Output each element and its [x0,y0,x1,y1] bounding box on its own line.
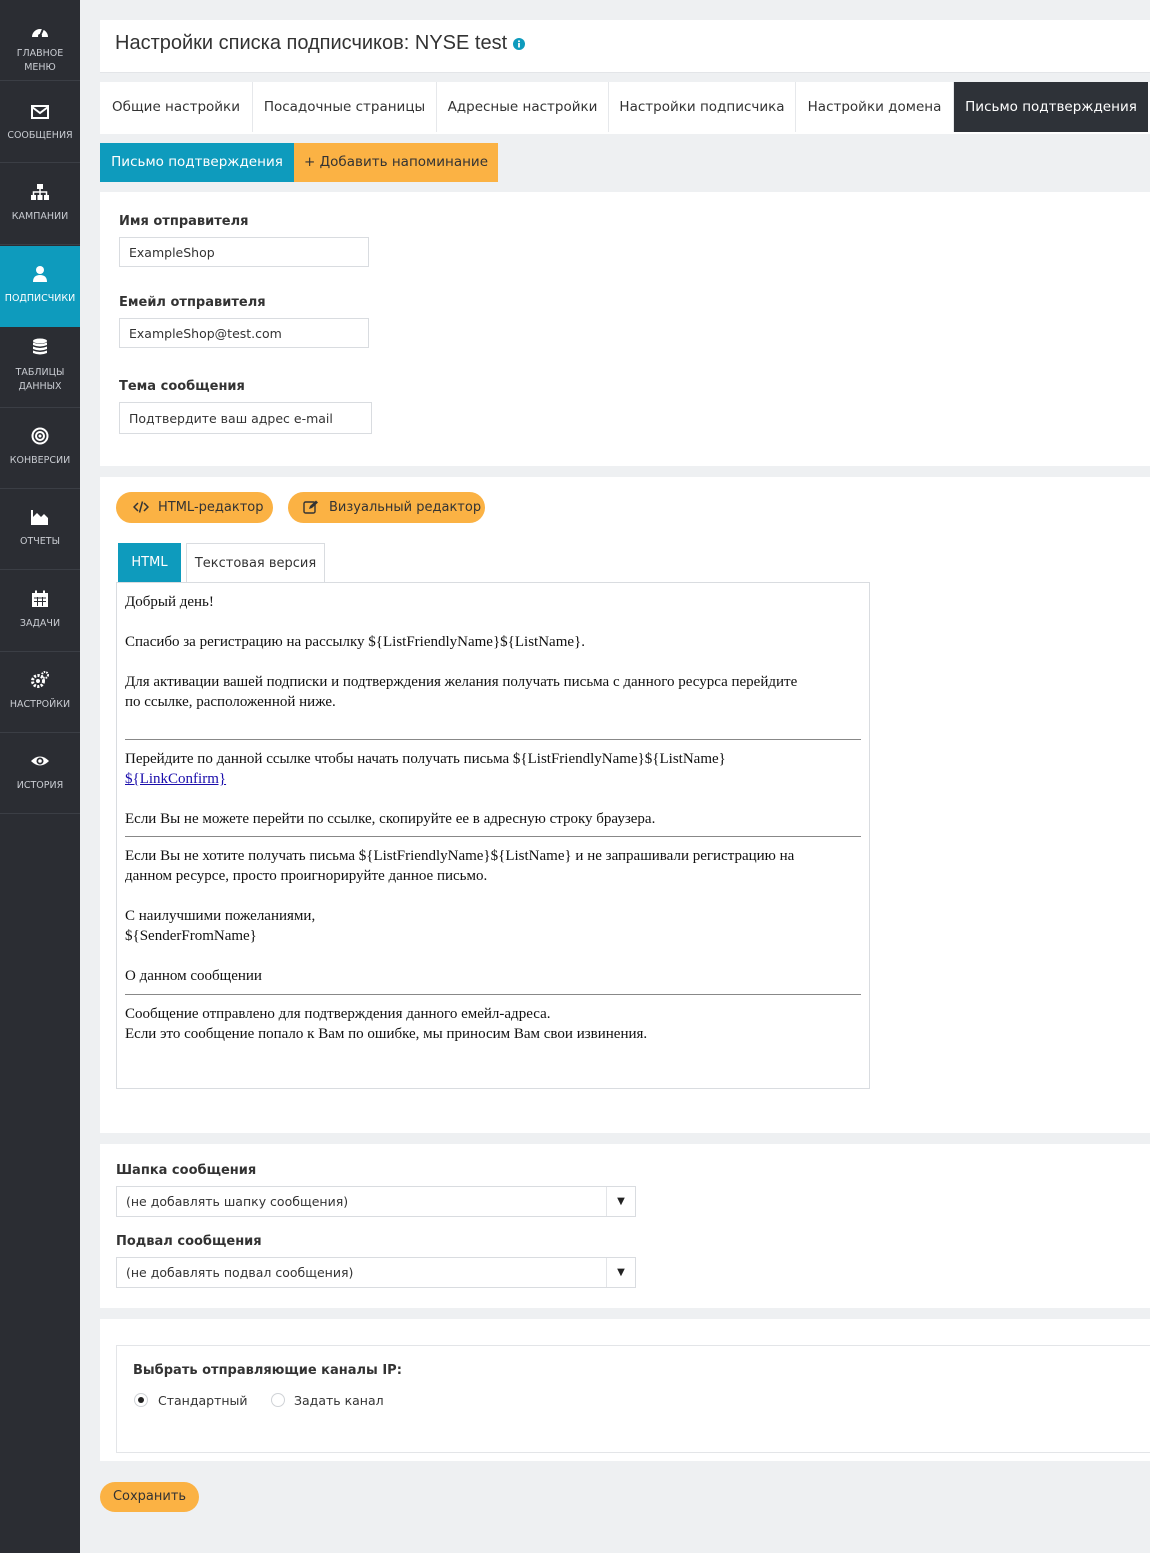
radio-standard[interactable] [134,1393,148,1407]
confirm-link[interactable]: ${LinkConfirm} [125,771,227,787]
divider [125,836,861,837]
main-content [80,0,1150,1553]
subject-input[interactable]: Подтвердите ваш адрес e-mail [119,402,372,434]
sidebar-item-conversions[interactable] [0,408,80,489]
sender-name-label: Имя отправителя [119,214,249,229]
editor-text: О данном сообщении [125,968,262,984]
tab-bar [100,82,1150,134]
eye-icon [30,751,50,771]
tab-text-version[interactable]: Текстовая версия [186,543,325,582]
info-icon[interactable] [513,38,525,50]
save-button[interactable]: Сохранить [100,1482,199,1512]
sidebar [0,0,80,1553]
sidebar-item-label: КАМПАНИИ [11,211,69,222]
editor-text: Если Вы не можете перейти по ссылке, скопируйте ее в адресную строку браузера. [125,811,656,827]
editor-text: С наилучшими пожеланиями, [125,908,316,924]
email-body-editor[interactable] [116,582,870,1089]
message-footer-select[interactable] [116,1257,636,1288]
sidebar-item-label: ИСТОРИЯ [16,780,64,791]
sidebar-item-label: ЗАДАЧИ [19,618,61,629]
calendar-icon [30,589,50,609]
sender-name-input[interactable]: ExampleShop [119,237,369,267]
subtab-confirmation-letter[interactable]: Письмо подтверждения [100,143,294,182]
radio-standard-label[interactable]: Стандартный [158,1393,248,1408]
ip-channels-label: Выбрать отправляющие каналы IP: [133,1363,402,1378]
edit-icon [303,500,319,514]
sitemap-icon [30,182,50,202]
editor-text: ${SenderFromName} [125,928,257,944]
header-footer-panel [100,1144,1150,1308]
chevron-down-icon: ▼ [606,1187,635,1216]
editor-panel [100,477,1150,1133]
envelope-icon [30,102,50,122]
tab-subscriber-settings[interactable]: Настройки подписчика [609,82,796,132]
message-footer-label: Подвал сообщения [116,1234,262,1249]
divider [125,994,861,995]
sidebar-item-subscribers[interactable] [0,246,80,327]
sidebar-item-reports[interactable] [0,489,80,570]
add-reminder-button[interactable]: + Добавить напоминание [294,143,498,182]
sidebar-item-label: ДАННЫХ [18,381,62,392]
message-footer-value: (не добавлять подвал сообщения) [126,1265,354,1280]
page-title-text: Настройки списка подписчиков: NYSE test [115,32,508,54]
tab-landing-pages[interactable]: Посадочные страницы [253,82,437,132]
editor-text: Добрый день! [125,594,214,610]
sender-form [100,192,1150,466]
tab-general-settings[interactable]: Общие настройки [100,82,253,132]
sidebar-item-tasks[interactable] [0,571,80,652]
visual-editor-label: Визуальный редактор [329,500,482,515]
title-panel [100,20,1150,73]
target-icon [30,426,50,446]
user-icon [30,264,50,284]
tab-html[interactable]: HTML [118,543,181,582]
chevron-down-icon: ▼ [606,1258,635,1287]
divider [125,739,861,740]
message-header-select[interactable] [116,1186,636,1217]
editor-text: Для активации вашей подписки и подтверждения желания получать письма с данного ресурса перейдите [125,674,798,690]
sidebar-item-label: ТАБЛИЦЫ [15,367,65,378]
editor-text: Перейдите по данной ссылке чтобы начать получать письма ${ListFriendlyName}${ListName} [125,751,726,767]
visual-editor-button[interactable] [288,492,485,523]
tab-confirmation-letter[interactable]: Письмо подтверждения [954,82,1148,132]
area-chart-icon [30,507,50,527]
editor-text: Спасибо за регистрацию на рассылку ${ListFriendlyName}${ListName}. [125,634,585,650]
radio-custom-channel-label[interactable]: Задать канал [294,1393,384,1408]
gears-icon [30,670,50,690]
sidebar-item-label: ПОДПИСЧИКИ [4,293,76,304]
tab-domain-settings[interactable]: Настройки домена [796,82,954,132]
sender-email-label: Емейл отправителя [119,295,266,310]
editor-text: Если Вы не хотите получать письма ${ListFriendlyName}${ListName} и не запрашивали регистрацию на [125,848,795,864]
sidebar-item-data-tables[interactable] [0,327,80,408]
message-header-label: Шапка сообщения [116,1163,257,1178]
code-icon [133,500,149,514]
database-icon [30,337,50,357]
html-editor-label: HTML-редактор [158,500,264,515]
sidebar-item-campaigns[interactable] [0,164,80,245]
sender-email-input[interactable]: ExampleShop@test.com [119,318,369,348]
sidebar-item-dashboard[interactable] [0,0,80,81]
sidebar-item-label: НАСТРОЙКИ [9,699,71,710]
radio-custom-channel[interactable] [271,1393,285,1407]
sidebar-item-settings[interactable] [0,652,80,733]
editor-text: Если это сообщение попало к Вам по ошибке, мы приносим Вам свои извинения. [125,1026,648,1042]
sidebar-item-label: ГЛАВНОЕ МЕНЮ [16,48,64,73]
editor-text: по ссылке, расположенной ниже. [125,694,336,710]
sidebar-item-history[interactable] [0,733,80,814]
sidebar-item-messages[interactable] [0,82,80,163]
html-editor-button[interactable] [116,492,273,523]
ip-channels-box [116,1345,1150,1453]
sidebar-item-label: ОТЧЕТЫ [20,536,60,547]
sidebar-item-label: КОНВЕРСИИ [9,455,71,466]
subject-label: Тема сообщения [119,379,245,394]
ip-channels-panel [100,1319,1150,1461]
editor-text: данном ресурсе, просто проигнорируйте данное письмо. [125,868,488,884]
sidebar-item-label: СООБЩЕНИЯ [7,130,73,141]
page-title [115,32,525,55]
message-header-value: (не добавлять шапку сообщения) [126,1194,349,1209]
editor-text: Сообщение отправлено для подтверждения данного емейл-адреса. [125,1006,551,1022]
dashboard-icon [30,22,50,42]
tab-address-settings[interactable]: Адресные настройки [437,82,609,132]
